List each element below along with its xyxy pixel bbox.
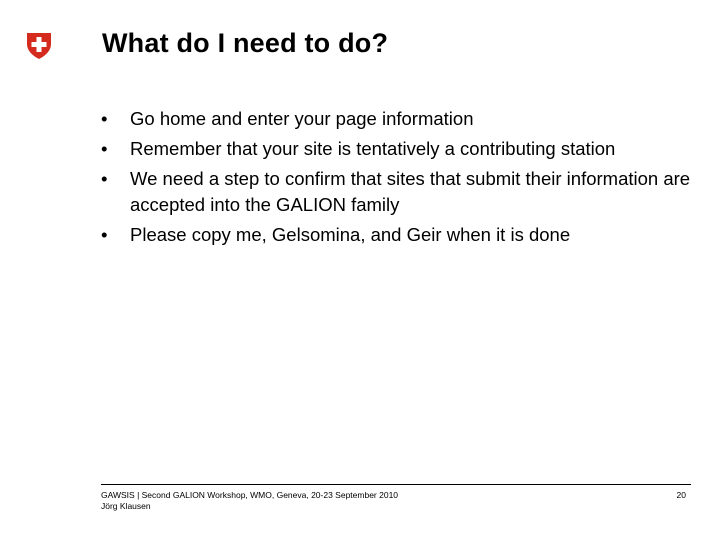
bullet-item bbox=[101, 222, 701, 248]
bullet-marker: • bbox=[101, 168, 108, 189]
bullet-item bbox=[101, 136, 701, 162]
bullet-text: We need a step to confirm that sites that submit their information are accepted into the GALION family bbox=[130, 168, 691, 215]
bullet-text: Go home and enter your page information bbox=[130, 108, 474, 129]
bullet-list bbox=[101, 106, 701, 252]
bullet-marker: • bbox=[101, 108, 108, 129]
footer-separator: | bbox=[134, 490, 142, 500]
bullet-text: Please copy me, Gelsomina, and Geir when it is done bbox=[130, 224, 571, 245]
bullet-item bbox=[101, 166, 701, 218]
footer-event-line bbox=[101, 490, 398, 501]
footer-author: Jörg Klausen bbox=[101, 501, 151, 511]
footer-event: Second GALION Workshop, WMO, Geneva, 20-23 September 2010 bbox=[141, 490, 399, 500]
slide-title: What do I need to do? bbox=[102, 28, 389, 58]
bullet-marker: • bbox=[101, 224, 108, 245]
bullet-marker: • bbox=[101, 138, 108, 159]
bullet-item bbox=[101, 106, 701, 132]
footer-brand: GAWSIS bbox=[101, 490, 135, 500]
page-number: 20 bbox=[676, 490, 686, 500]
swiss-cross-shield-icon bbox=[26, 32, 52, 60]
bullet-text: Remember that your site is tentatively a contributing station bbox=[130, 138, 616, 159]
footer-divider bbox=[101, 484, 691, 485]
